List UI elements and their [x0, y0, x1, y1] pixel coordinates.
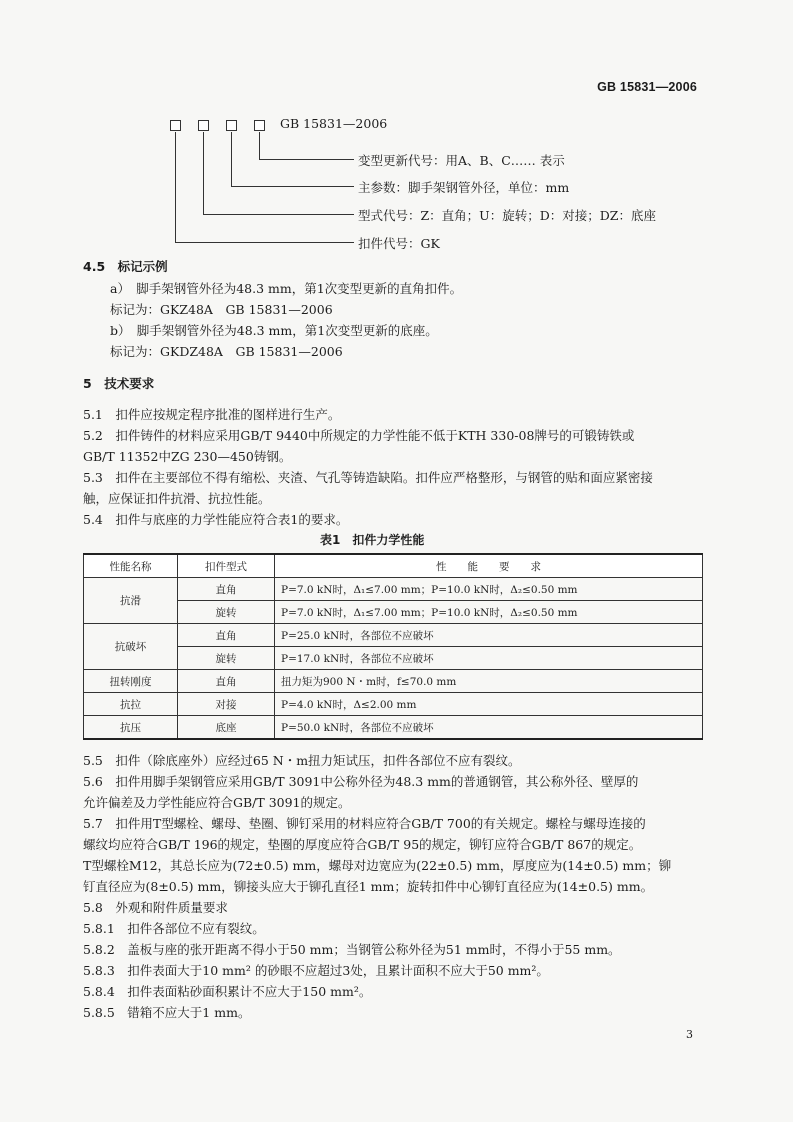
table-cell-req: P=25.0 kN时，各部位不应破坏: [275, 624, 703, 647]
para-5-8: 5.8 外观和附件质量要求: [83, 900, 228, 915]
example-a-mark: 标记为：GKZ48A GB 15831—2006: [110, 302, 333, 317]
table-row: [84, 693, 703, 716]
para-5-7-line4: 钉直径应为(8±0.5) mm，铆接头应大于铆孔直径1 mm；旋转扣件中心铆钉直径应为(14±0.5) mm。: [83, 879, 654, 894]
section-4-5-title: 4.5 标记示例: [83, 259, 168, 274]
table-cell-type: 直角: [178, 578, 275, 601]
table-cell-type: 对接: [178, 693, 275, 716]
para-5-4: 5.4 扣件与底座的力学性能应符合表1的要求。: [83, 512, 349, 527]
para-5-6-line1: 5.6 扣件用脚手架钢管应采用GB/T 3091中公称外径为48.3 mm的普通钢管，其公称外径、壁厚的: [83, 774, 639, 789]
table-cell-req: P=17.0 kN时，各部位不应破坏: [275, 647, 703, 670]
para-5-8-3: 5.8.3 扣件表面大于10 mm² 的砂眼不应超过3处，且累计面积不应大于50 mm²。: [83, 963, 549, 978]
table-cell-name: 抗滑: [84, 578, 178, 624]
table-header-name: 性能名称: [84, 554, 178, 578]
table-row: [84, 578, 703, 601]
table-cell-type: 直角: [178, 670, 275, 693]
para-5-7-line2: 螺纹均应符合GB/T 196的规定，垫圈的厚度应符合GB/T 95的规定，铆钉应符合GB/T 867的规定。: [83, 837, 642, 852]
code-box-2: [198, 120, 209, 131]
code-label-fastener: 扣件代号：GK: [358, 236, 440, 251]
mechanical-properties-table: [83, 553, 703, 740]
para-5-3-line1: 5.3 扣件在主要部位不得有缩松、夹渣、气孔等铸造缺陷。扣件应严格整形，与钢管的贴和面应紧密接: [83, 470, 653, 485]
table-cell-name: 抗压: [84, 716, 178, 740]
table-cell-req: 扭力矩为900 N・m时，f≤70.0 mm: [275, 670, 703, 693]
table-caption: 表1 扣件力学性能: [320, 533, 425, 547]
table-cell-name: 抗拉: [84, 693, 178, 716]
code-standard: GB 15831—2006: [280, 116, 388, 131]
para-5-7-line1: 5.7 扣件用T型螺栓、螺母、垫圈、铆钉采用的材料应符合GB/T 700的有关规定。螺栓与螺母连接的: [83, 816, 646, 831]
para-5-8-4: 5.8.4 扣件表面粘砂面积累计不应大于150 mm²。: [83, 984, 372, 999]
para-5-8-2: 5.8.2 盖板与座的张开距离不得小于50 mm；当钢管公称外径为51 mm时，不得小于55 mm。: [83, 942, 621, 957]
para-5-6-line2: 允许偏差及力学性能应符合GB/T 3091的规定。: [83, 795, 351, 810]
code-label-main-param: 主参数：脚手架钢管外径，单位：mm: [358, 180, 570, 195]
code-label-type: 型式代号：Z：直角；U：旋转；D：对接；DZ：底座: [358, 208, 656, 223]
para-5-8-1: 5.8.1 扣件各部位不应有裂纹。: [83, 921, 265, 936]
example-a: a） 脚手架钢管外径为48.3 mm，第1次变型更新的直角扣件。: [110, 281, 463, 296]
table-cell-req: P=50.0 kN时，各部位不应破坏: [275, 716, 703, 740]
page-number: 3: [686, 1028, 693, 1041]
section-5-title: 5 技术要求: [83, 376, 155, 391]
code-box-3: [226, 120, 237, 131]
table-row: [84, 670, 703, 693]
table-cell-req: P=4.0 kN时，Δ≤2.00 mm: [275, 693, 703, 716]
code-label-variant: 变型更新代号：用A、B、C…… 表示: [358, 153, 565, 168]
table-cell-req: P=7.0 kN时，Δ₁≤7.00 mm；P=10.0 kN时，Δ₂≤0.50 mm: [275, 578, 703, 601]
para-5-7-line3: T型螺栓M12，其总长应为(72±0.5) mm，螺母对边宽应为(22±0.5) mm，厚度应为(14±0.5) mm；铆: [83, 858, 672, 873]
para-5-5: 5.5 扣件（除底座外）应经过65 N・m扭力矩试压，扣件各部位不应有裂纹。: [83, 753, 521, 768]
table-cell-type: 旋转: [178, 601, 275, 624]
table-row: [84, 716, 703, 740]
table-cell-type: 底座: [178, 716, 275, 740]
table-cell-name: 抗破坏: [84, 624, 178, 670]
table-cell-req: P=7.0 kN时，Δ₁≤7.00 mm；P=10.0 kN时，Δ₂≤0.50 mm: [275, 601, 703, 624]
table-cell-type: 旋转: [178, 647, 275, 670]
table-header-type: 扣件型式: [178, 554, 275, 578]
para-5-1: 5.1 扣件应按规定程序批准的图样进行生产。: [83, 407, 341, 422]
table-row: [84, 624, 703, 647]
table-cell-name: 扭转刚度: [84, 670, 178, 693]
table-header-req: 性 能 要 求: [275, 554, 703, 578]
table-cell-type: 直角: [178, 624, 275, 647]
para-5-2-line1: 5.2 扣件铸件的材料应采用GB/T 9440中所规定的力学性能不低于KTH 330-08牌号的可锻铸铁或: [83, 428, 635, 443]
example-b-mark: 标记为：GKDZ48A GB 15831—2006: [110, 344, 343, 359]
example-b: b） 脚手架钢管外径为48.3 mm，第1次变型更新的底座。: [110, 323, 438, 338]
document-header: GB 15831—2006: [597, 80, 697, 94]
code-box-4: [254, 120, 265, 131]
para-5-8-5: 5.8.5 错箱不应大于1 mm。: [83, 1005, 251, 1020]
para-5-2-line2: GB/T 11352中ZG 230—450铸钢。: [83, 449, 292, 464]
para-5-3-line2: 触，应保证扣件抗滑、抗拉性能。: [83, 491, 271, 506]
code-box-1: [170, 120, 181, 131]
